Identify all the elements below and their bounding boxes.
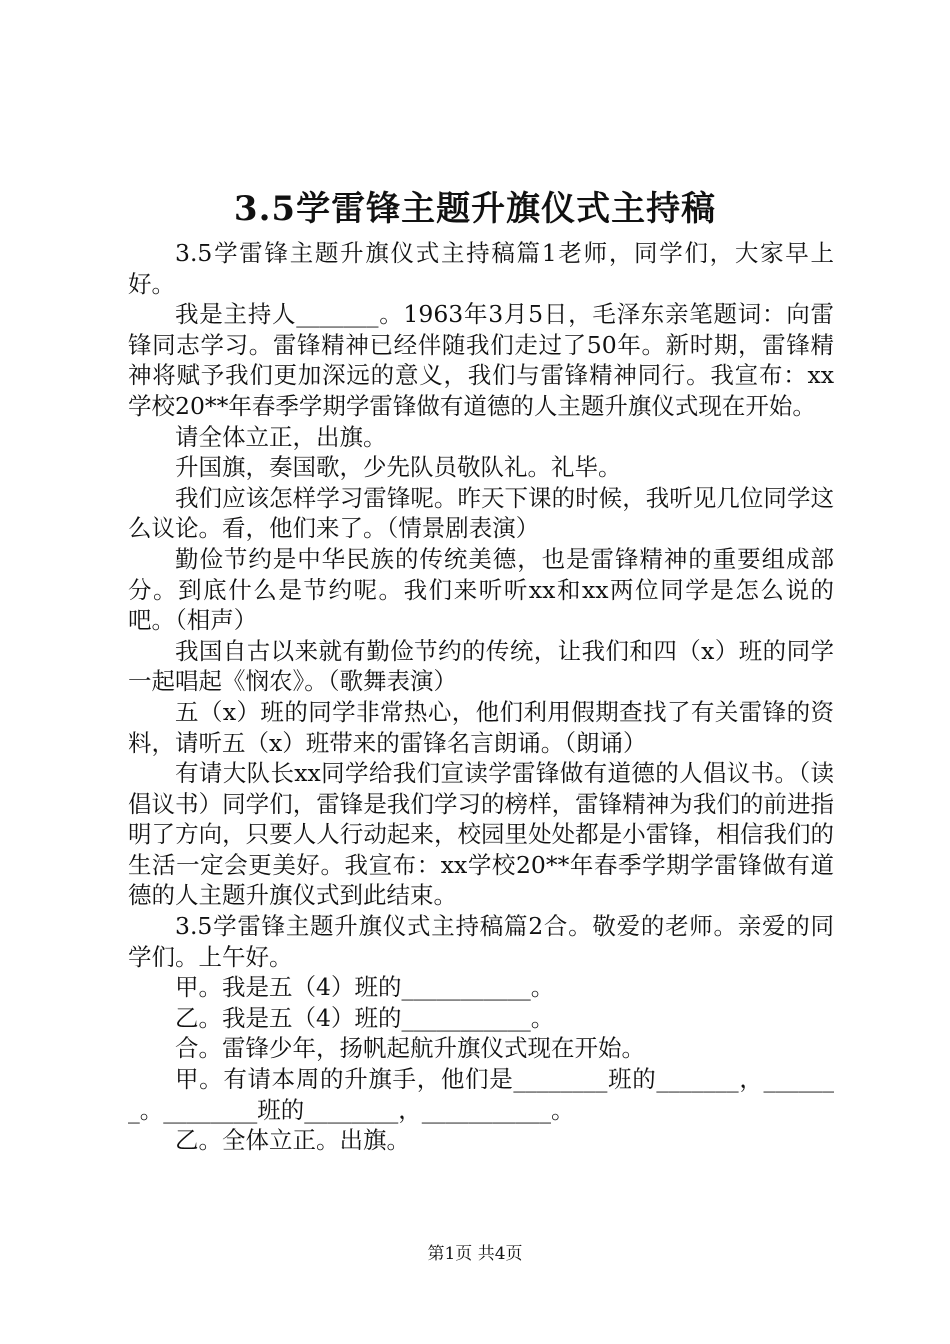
document-title: 3.5学雷锋主题升旗仪式主持稿 [233, 189, 717, 229]
paragraph: 升国旗，奏国歌，少先队员敬队礼。礼毕。 [175, 453, 622, 482]
paragraph: 有请大队长xx同学给我们宣读学雷锋做有道德的人倡议书。（读倡议书）同学们，雷锋是我们学习的榜样，雷锋精神为我们的前进指明了方向，只要人人行动起来，校园里处处都是小雷锋，相信我们的生活一定会更美好。我宣布：xx学校20**年春季学期学雷锋做有道德的人主题升旗仪式到此结束。 [128, 759, 834, 910]
paragraph: 合。雷锋少年，扬帆起航升旗仪式现在开始。 [175, 1034, 645, 1063]
paragraph: 五（x）班的同学非常热心，他们利用假期查找了有关雷锋的资料，请听五（x）班带来的雷锋名言朗诵。（朗诵） [128, 697, 834, 757]
document-body [128, 238, 834, 1156]
paragraph: 我们应该怎样学习雷锋呢。昨天下课的时候，我听见几位同学这么议论。看，他们来了。（情景剧表演） [128, 483, 834, 543]
paragraph: 请全体立正，出旗。 [175, 422, 387, 451]
paragraph: 3.5学雷锋主题升旗仪式主持稿篇1老师，同学们，大家早上好。 [128, 239, 834, 298]
paragraph: 乙。全体立正。出旗。 [175, 1126, 410, 1155]
paragraph: 3.5学雷锋主题升旗仪式主持稿篇2合。敬爱的老师。亲爱的同学们。上午好。 [128, 912, 834, 971]
paragraph: 甲。有请本周的升旗手，他们是________班的_______，_______。________班的________，___________。 [128, 1065, 834, 1124]
paragraph: 我国自古以来就有勤俭节约的传统，让我们和四（x）班的同学一起唱起《悯农》。（歌舞表演） [128, 636, 834, 696]
page-footer: 第1页 共4页 [427, 1244, 523, 1264]
paragraph: 勤俭节约是中华民族的传统美德，也是雷锋精神的重要组成部分。到底什么是节约呢。我们来听听xx和xx两位同学是怎么说的吧。（相声） [128, 544, 834, 635]
paragraph: 乙。我是五（4）班的___________。 [175, 1003, 555, 1032]
paragraph: 我是主持人_______。1963年3月5日，毛泽东亲笔题词：向雷锋同志学习。雷锋精神已经伴随我们走过了50年。新时期，雷锋精神将赋予我们更加深远的意义，我们与雷锋精神同行。我宣布：xx学校20**年春季学期学雷锋做有道德的人主题升旗仪式现在开始。 [128, 300, 834, 420]
paragraph: 甲。我是五（4）班的___________。 [175, 973, 555, 1002]
